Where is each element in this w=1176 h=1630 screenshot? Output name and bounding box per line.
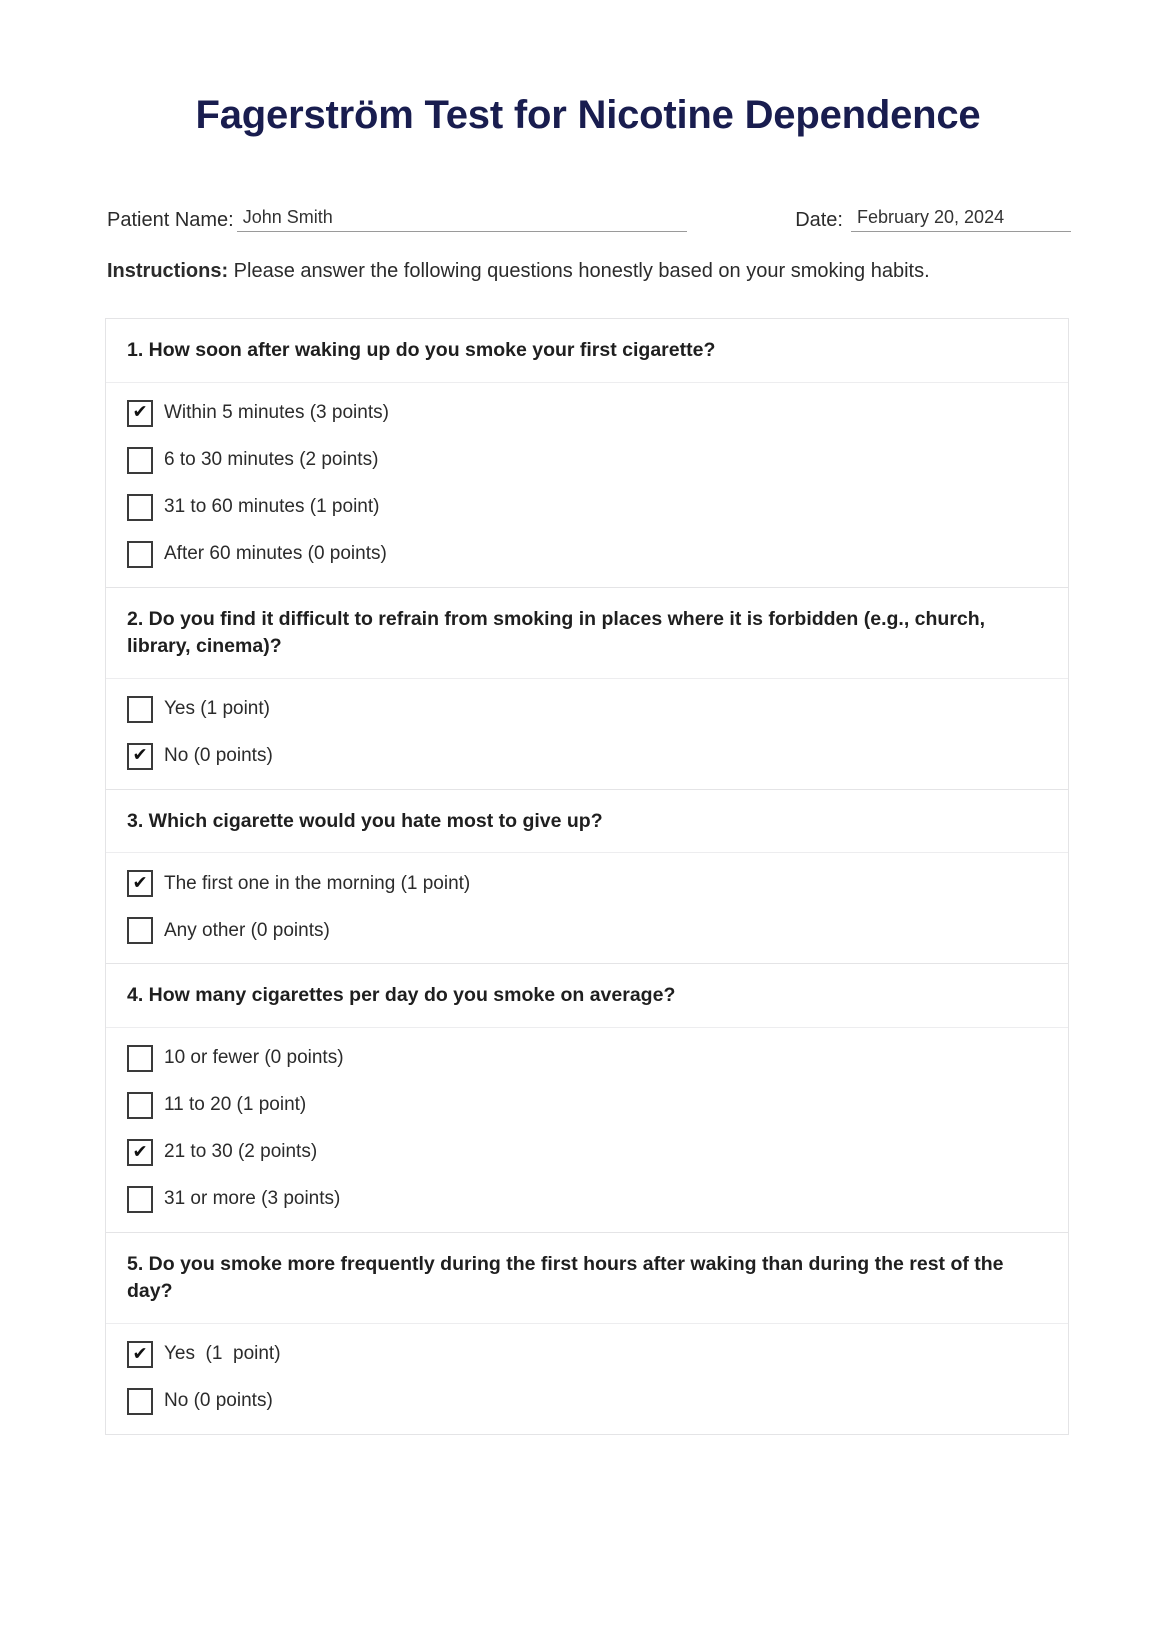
page-title: Fagerström Test for Nicotine Dependence bbox=[195, 93, 981, 137]
question-text: 5. Do you smoke more frequently during the first hours after waking than during the rest of the day? bbox=[127, 1253, 1004, 1303]
checkbox-icon[interactable] bbox=[127, 917, 153, 944]
question-text: 1. How soon after waking up do you smoke your first cigarette? bbox=[127, 338, 716, 361]
instructions-text: Please answer the following questions honestly based on your smoking habits. bbox=[228, 259, 930, 282]
checkbox-icon[interactable] bbox=[127, 1186, 153, 1213]
question-header bbox=[106, 790, 1068, 854]
question-options bbox=[106, 679, 1068, 790]
date-field[interactable] bbox=[851, 208, 1071, 232]
option-label: After 60 minutes (0 points) bbox=[164, 542, 387, 564]
option-label: 10 or fewer (0 points) bbox=[164, 1047, 344, 1069]
question-block bbox=[106, 1233, 1068, 1435]
patient-name-value: John Smith bbox=[242, 207, 333, 227]
checkbox-checked-icon[interactable] bbox=[127, 1341, 153, 1368]
question-header bbox=[106, 964, 1068, 1028]
question-options bbox=[106, 1324, 1068, 1435]
question-text: 3. Which cigarette would you hate most to give up? bbox=[127, 809, 603, 832]
question-options bbox=[106, 383, 1068, 588]
checkbox-icon[interactable] bbox=[127, 1388, 153, 1415]
question-options bbox=[106, 1028, 1068, 1233]
question-text: 2. Do you find it difficult to refrain from smoking in places where it is forbidden (e.g., church, library, cinema)? bbox=[127, 607, 986, 657]
checkbox-icon[interactable] bbox=[127, 1045, 153, 1072]
patient-meta-row bbox=[0, 208, 1176, 232]
option-label: No (0 points) bbox=[164, 1390, 273, 1412]
checkbox-icon[interactable] bbox=[127, 541, 153, 568]
question-header bbox=[106, 588, 1068, 679]
option-row[interactable] bbox=[127, 1186, 1048, 1213]
checkbox-icon[interactable] bbox=[127, 447, 153, 474]
checkbox-icon[interactable] bbox=[127, 696, 153, 723]
question-header bbox=[106, 319, 1068, 383]
checkbox-checked-icon[interactable] bbox=[127, 870, 153, 897]
option-row[interactable] bbox=[127, 494, 1048, 521]
option-row[interactable] bbox=[127, 541, 1048, 568]
checkbox-icon[interactable] bbox=[127, 494, 153, 521]
option-row[interactable] bbox=[127, 696, 1048, 723]
option-row[interactable] bbox=[127, 1092, 1048, 1119]
option-row[interactable] bbox=[127, 1388, 1048, 1415]
patient-name-label: Patient Name: bbox=[107, 208, 234, 231]
date-label: Date: bbox=[795, 208, 843, 231]
question-header bbox=[106, 1233, 1068, 1324]
question-block bbox=[106, 964, 1068, 1233]
option-row[interactable] bbox=[127, 1341, 1048, 1368]
option-label: Yes (1 point) bbox=[164, 1343, 281, 1365]
question-block bbox=[106, 790, 1068, 965]
question-block bbox=[106, 588, 1068, 790]
date-value: February 20, 2024 bbox=[857, 207, 1005, 227]
option-label: 31 or more (3 points) bbox=[164, 1188, 341, 1210]
patient-name-field[interactable] bbox=[237, 208, 687, 232]
option-label: Yes (1 point) bbox=[164, 697, 270, 719]
checkbox-icon[interactable] bbox=[127, 1092, 153, 1119]
option-label: 31 to 60 minutes (1 point) bbox=[164, 495, 380, 517]
questions-table bbox=[105, 318, 1069, 1435]
instructions bbox=[0, 258, 1176, 284]
checkbox-checked-icon[interactable] bbox=[127, 743, 153, 770]
checkbox-checked-icon[interactable] bbox=[127, 400, 153, 427]
instructions-label: Instructions: bbox=[107, 259, 229, 282]
option-label: 21 to 30 (2 points) bbox=[164, 1141, 318, 1163]
option-label: No (0 points) bbox=[164, 744, 273, 766]
option-row[interactable] bbox=[127, 870, 1048, 897]
option-row[interactable] bbox=[127, 400, 1048, 427]
option-row[interactable] bbox=[127, 1139, 1048, 1166]
option-row[interactable] bbox=[127, 917, 1048, 944]
option-label: Any other (0 points) bbox=[164, 919, 330, 941]
checkbox-checked-icon[interactable] bbox=[127, 1139, 153, 1166]
option-label: The first one in the morning (1 point) bbox=[164, 872, 471, 894]
question-block bbox=[106, 319, 1068, 588]
option-row[interactable] bbox=[127, 1045, 1048, 1072]
option-label: 11 to 20 (1 point) bbox=[164, 1094, 307, 1116]
option-label: Within 5 minutes (3 points) bbox=[164, 401, 389, 423]
question-text: 4. How many cigarettes per day do you smoke on average? bbox=[127, 984, 676, 1007]
option-row[interactable] bbox=[127, 447, 1048, 474]
option-row[interactable] bbox=[127, 743, 1048, 770]
question-options bbox=[106, 853, 1068, 964]
option-label: 6 to 30 minutes (2 points) bbox=[164, 448, 379, 470]
